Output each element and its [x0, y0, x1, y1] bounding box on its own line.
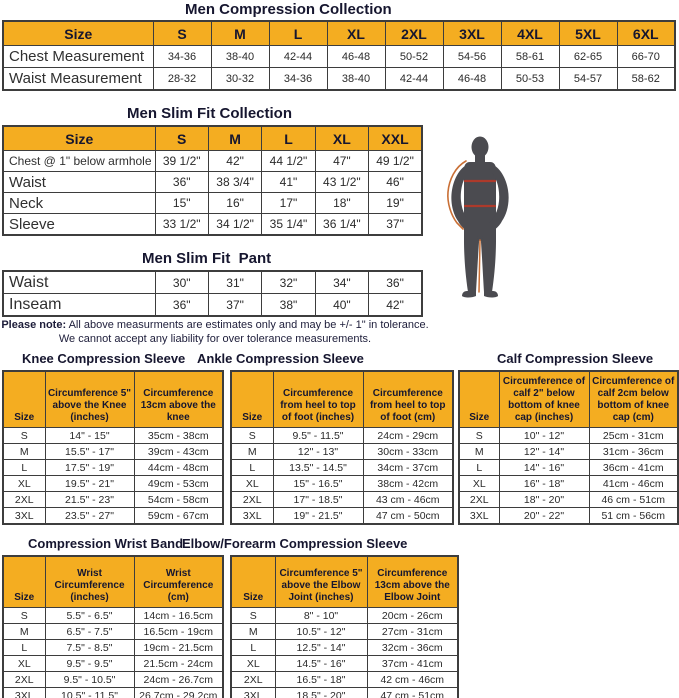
column-header: Size — [3, 556, 45, 608]
header-row — [3, 371, 223, 428]
table-cell: 7.5" - 8.5" — [45, 640, 134, 656]
table-row — [3, 151, 422, 172]
table-cell: 18" — [315, 193, 368, 214]
table-cell: 14" - 15" — [45, 428, 134, 444]
table-cell: 58-61 — [501, 46, 559, 68]
tolerance-note-line1: Please note: All above measurments are estimates only and may be +/- 1" in tolerance. — [1, 319, 429, 331]
table-cell: 36" — [155, 294, 208, 317]
table-row — [3, 688, 223, 698]
table-row — [3, 428, 223, 444]
table-cell: 17" — [262, 193, 315, 214]
table-cell: 34-36 — [153, 46, 211, 68]
table-cell: 2XL — [459, 492, 499, 508]
table-cell: L — [3, 640, 45, 656]
table-cell: 15" - 16.5" — [273, 476, 363, 492]
table-cell: 12" - 14" — [499, 444, 589, 460]
table-header — [459, 371, 678, 428]
table-cell: 19cm - 21.5cm — [134, 640, 223, 656]
table-cell: 42-44 — [385, 68, 443, 91]
table-cell: 20" - 22" — [499, 508, 589, 525]
header-row — [3, 556, 223, 608]
calf-sleeve-table — [458, 370, 679, 525]
table-row — [231, 460, 453, 476]
column-header: Circumference of calf 2" below bottom of knee cap (inches) — [499, 371, 589, 428]
table-row — [3, 294, 422, 317]
column-header: Size — [459, 371, 499, 428]
table-cell: 16" — [208, 193, 261, 214]
column-header: Circumference 5" above the Elbow Joint (inches) — [275, 556, 367, 608]
table-cell: 17.5" - 19" — [45, 460, 134, 476]
table-cell: 19" - 21.5" — [273, 508, 363, 525]
men-compression-table — [2, 20, 676, 91]
table-cell: 30cm - 33cm — [363, 444, 453, 460]
table-cell: 14.5" - 16" — [275, 656, 367, 672]
table-cell: 36 1/4" — [315, 214, 368, 236]
table-cell: 47 cm - 50cm — [363, 508, 453, 525]
table-cell: 31" — [208, 271, 261, 294]
column-header: XXL — [369, 126, 422, 151]
table-cell: 14cm - 16.5cm — [134, 608, 223, 624]
table-row — [231, 428, 453, 444]
table-cell: Waist — [3, 271, 155, 294]
table-cell: 41" — [262, 172, 315, 193]
table-cell: 51 cm - 56cm — [589, 508, 678, 525]
table-cell: 40" — [315, 294, 368, 317]
column-header: S — [153, 21, 211, 46]
column-header: Wrist Circumference (cm) — [134, 556, 223, 608]
table-row — [3, 624, 223, 640]
table-cell: 35 1/4" — [262, 214, 315, 236]
table-cell: S — [3, 608, 45, 624]
table-row — [231, 492, 453, 508]
table-row — [3, 640, 223, 656]
column-header: 5XL — [559, 21, 617, 46]
elbow-sleeve-title: Elbow/Forearm Compression Sleeve — [182, 536, 408, 551]
male-silhouette-figure — [443, 136, 517, 306]
table-cell: 34 1/2" — [208, 214, 261, 236]
column-header: M — [211, 21, 269, 46]
table-cell: 28-32 — [153, 68, 211, 91]
table-cell: 66-70 — [617, 46, 675, 68]
wrist-band-title: Compression Wrist Band — [28, 536, 184, 551]
men-slim-fit-title: Men Slim Fit Collection — [127, 105, 293, 122]
column-header: XL — [327, 21, 385, 46]
table-cell: M — [231, 444, 273, 460]
elbow-sleeve-table — [230, 555, 459, 698]
table-cell: 13.5" - 14.5" — [273, 460, 363, 476]
table-cell: 43 1/2" — [315, 172, 368, 193]
table-body — [3, 608, 223, 698]
table-body — [3, 151, 422, 236]
table-cell: 31cm - 36cm — [589, 444, 678, 460]
table-cell: XL — [3, 476, 45, 492]
table-cell: 58-62 — [617, 68, 675, 91]
table-row — [459, 476, 678, 492]
table-row — [3, 271, 422, 294]
table-body — [459, 428, 678, 525]
table-cell: 12" - 13" — [273, 444, 363, 460]
table-cell: 9.5" - 10.5" — [45, 672, 134, 688]
ankle-sleeve-title: Ankle Compression Sleeve — [197, 351, 364, 366]
table-cell: 49cm - 53cm — [134, 476, 223, 492]
table-row — [3, 492, 223, 508]
table-cell: 42 cm - 46cm — [367, 672, 458, 688]
table-cell: 15" — [155, 193, 208, 214]
table-cell: 3XL — [3, 688, 45, 698]
column-header: S — [155, 126, 208, 151]
table-cell: 25cm - 31cm — [589, 428, 678, 444]
table-cell: S — [231, 608, 275, 624]
table-header — [231, 556, 458, 608]
table-row — [231, 672, 458, 688]
table-header — [3, 21, 675, 46]
calf-sleeve-title: Calf Compression Sleeve — [497, 351, 654, 366]
column-header: 4XL — [501, 21, 559, 46]
table-cell: 10" - 12" — [499, 428, 589, 444]
table-cell: 54cm - 58cm — [134, 492, 223, 508]
header-row — [3, 126, 422, 151]
column-header: 3XL — [443, 21, 501, 46]
table-cell: 38cm - 42cm — [363, 476, 453, 492]
table-cell: 46-48 — [443, 68, 501, 91]
table-cell: 35cm - 38cm — [134, 428, 223, 444]
table-cell: 32cm - 36cm — [367, 640, 458, 656]
table-header — [3, 556, 223, 608]
table-row — [459, 460, 678, 476]
table-cell: Waist — [3, 172, 155, 193]
table-cell: 44 1/2" — [262, 151, 315, 172]
table-cell: 46 cm - 51cm — [589, 492, 678, 508]
table-cell: 5.5" - 6.5" — [45, 608, 134, 624]
ankle-sleeve-table — [230, 370, 454, 525]
table-row — [231, 656, 458, 672]
table-row — [231, 688, 458, 698]
column-header: 2XL — [385, 21, 443, 46]
table-row — [3, 476, 223, 492]
men-slim-fit-pant-title: Men Slim Fit Pant — [142, 250, 272, 267]
column-header: Size — [231, 556, 275, 608]
table-cell: 34" — [315, 271, 368, 294]
table-cell: 9.5" - 9.5" — [45, 656, 134, 672]
column-header: M — [208, 126, 261, 151]
table-cell: 50-52 — [385, 46, 443, 68]
men-slim-fit-pant-table — [2, 270, 423, 317]
table-row — [3, 508, 223, 525]
male-silhouette-with-measurement-lines — [443, 136, 517, 306]
table-cell: L — [231, 460, 273, 476]
table-cell: 59cm - 67cm — [134, 508, 223, 525]
table-cell: 24cm - 26.7cm — [134, 672, 223, 688]
knee-sleeve-table — [2, 370, 224, 525]
table-cell: 2XL — [3, 672, 45, 688]
knee-sleeve-title: Knee Compression Sleeve — [22, 351, 186, 366]
table-row — [231, 476, 453, 492]
table-cell: 6.5" - 7.5" — [45, 624, 134, 640]
column-header: Circumference from heel to top of foot (cm) — [363, 371, 453, 428]
table-cell: 30" — [155, 271, 208, 294]
column-header: L — [269, 21, 327, 46]
table-cell: 36" — [155, 172, 208, 193]
men-slim-fit-table — [2, 125, 423, 236]
table-row — [3, 46, 675, 68]
table-row — [3, 68, 675, 91]
column-header: Circumference from heel to top of foot (inches) — [273, 371, 363, 428]
table-cell: 21.5cm - 24cm — [134, 656, 223, 672]
table-cell: 37" — [369, 214, 422, 236]
table-cell: 36" — [369, 271, 422, 294]
table-cell: Chest Measurement — [3, 46, 153, 68]
table-cell: 10.5" - 12" — [275, 624, 367, 640]
header-row — [231, 556, 458, 608]
table-cell: M — [459, 444, 499, 460]
column-header: Circumference of calf 2cm below bottom of knee cap (cm) — [589, 371, 678, 428]
table-body — [3, 428, 223, 525]
table-row — [3, 460, 223, 476]
table-cell: 2XL — [231, 672, 275, 688]
table-row — [3, 172, 422, 193]
table-cell: 23.5" - 27" — [45, 508, 134, 525]
table-body — [231, 608, 458, 698]
table-cell: 3XL — [231, 688, 275, 698]
column-header: XL — [315, 126, 368, 151]
tolerance-note-label: Please note: — [1, 319, 67, 331]
inseam-measurement-line — [479, 240, 480, 292]
table-cell: 26.7cm - 29.2cm — [134, 688, 223, 698]
table-row — [3, 193, 422, 214]
table-row — [3, 656, 223, 672]
table-cell: 12.5" - 14" — [275, 640, 367, 656]
tolerance-note-line2: We cannot accept any liability for over tolerance measurements. — [58, 333, 372, 345]
table-row — [3, 608, 223, 624]
table-cell: M — [3, 624, 45, 640]
table-cell: 16" - 18" — [499, 476, 589, 492]
table-cell: L — [3, 460, 45, 476]
table-cell: 37cm - 41cm — [367, 656, 458, 672]
column-header: L — [262, 126, 315, 151]
table-cell: 34-36 — [269, 68, 327, 91]
table-cell: 14" - 16" — [499, 460, 589, 476]
table-cell: 16.5" - 18" — [275, 672, 367, 688]
table-cell: S — [3, 428, 45, 444]
table-cell: 38" — [262, 294, 315, 317]
table-cell: 24cm - 29cm — [363, 428, 453, 444]
table-cell: 3XL — [231, 508, 273, 525]
table-cell: S — [231, 428, 273, 444]
table-cell: 36cm - 41cm — [589, 460, 678, 476]
table-cell: 19" — [369, 193, 422, 214]
table-cell: 21.5" - 23" — [45, 492, 134, 508]
table-cell: XL — [459, 476, 499, 492]
table-row — [459, 492, 678, 508]
table-cell: 33 1/2" — [155, 214, 208, 236]
table-row — [459, 444, 678, 460]
table-row — [231, 608, 458, 624]
table-cell: Neck — [3, 193, 155, 214]
column-header: Circumference 13cm above the Elbow Joint — [367, 556, 458, 608]
table-cell: 15.5" - 17" — [45, 444, 134, 460]
table-body — [3, 46, 675, 91]
table-cell: 34cm - 37cm — [363, 460, 453, 476]
table-cell: 54-57 — [559, 68, 617, 91]
column-header: Circumference 5" above the Knee (inches) — [45, 371, 134, 428]
table-cell: M — [231, 624, 275, 640]
table-cell: Waist Measurement — [3, 68, 153, 91]
table-row — [3, 672, 223, 688]
table-header — [3, 126, 422, 151]
table-cell: 47" — [315, 151, 368, 172]
table-cell: Chest @ 1" below armhole — [3, 151, 155, 172]
table-cell: XL — [3, 656, 45, 672]
header-row — [459, 371, 678, 428]
table-cell: 50-53 — [501, 68, 559, 91]
table-cell: 43 cm - 46cm — [363, 492, 453, 508]
table-row — [231, 444, 453, 460]
table-cell: 38 3/4" — [208, 172, 261, 193]
table-cell: 2XL — [3, 492, 45, 508]
table-cell: 41cm - 46cm — [589, 476, 678, 492]
table-cell: 19.5" - 21" — [45, 476, 134, 492]
table-cell: 30-32 — [211, 68, 269, 91]
table-cell: Sleeve — [3, 214, 155, 236]
column-header: 6XL — [617, 21, 675, 46]
table-cell: XL — [231, 656, 275, 672]
table-cell: 20cm - 26cm — [367, 608, 458, 624]
table-cell: 18.5" - 20" — [275, 688, 367, 698]
column-header: Wrist Circumference (inches) — [45, 556, 134, 608]
table-cell: L — [459, 460, 499, 476]
column-header: Size — [3, 371, 45, 428]
table-row — [459, 428, 678, 444]
table-cell: 9.5" - 11.5" — [273, 428, 363, 444]
table-header — [3, 371, 223, 428]
table-cell: 42" — [208, 151, 261, 172]
table-cell: 3XL — [459, 508, 499, 525]
table-cell: 39 1/2" — [155, 151, 208, 172]
table-cell: 18" - 20" — [499, 492, 589, 508]
table-cell: 3XL — [3, 508, 45, 525]
table-cell: 39cm - 43cm — [134, 444, 223, 460]
table-header — [231, 371, 453, 428]
table-cell: 38-40 — [211, 46, 269, 68]
table-cell: 27cm - 31cm — [367, 624, 458, 640]
table-cell: 42" — [369, 294, 422, 317]
table-cell: 32" — [262, 271, 315, 294]
table-cell: 54-56 — [443, 46, 501, 68]
table-cell: 62-65 — [559, 46, 617, 68]
table-cell: 16.5cm - 19cm — [134, 624, 223, 640]
table-row — [231, 624, 458, 640]
header-row — [3, 21, 675, 46]
table-cell: 42-44 — [269, 46, 327, 68]
table-cell: 17" - 18.5" — [273, 492, 363, 508]
table-cell: 37" — [208, 294, 261, 317]
table-cell: 10.5" - 11.5" — [45, 688, 134, 698]
table-cell: 2XL — [231, 492, 273, 508]
column-header: Size — [3, 21, 153, 46]
table-cell: 47 cm - 51cm — [367, 688, 458, 698]
table-cell: 8" - 10" — [275, 608, 367, 624]
header-row — [231, 371, 453, 428]
table-cell: 38-40 — [327, 68, 385, 91]
table-cell: 46-48 — [327, 46, 385, 68]
men-compression-title: Men Compression Collection — [185, 1, 392, 18]
table-row — [231, 640, 458, 656]
table-cell: 46" — [369, 172, 422, 193]
column-header: Size — [231, 371, 273, 428]
table-row — [3, 214, 422, 236]
table-row — [231, 508, 453, 525]
tolerance-note — [0, 318, 430, 346]
table-cell: M — [3, 444, 45, 460]
table-cell: 44cm - 48cm — [134, 460, 223, 476]
table-body — [231, 428, 453, 525]
wrist-band-table — [2, 555, 224, 698]
table-cell: Inseam — [3, 294, 155, 317]
table-body — [3, 271, 422, 316]
table-row — [3, 444, 223, 460]
table-cell: L — [231, 640, 275, 656]
table-cell: S — [459, 428, 499, 444]
column-header: Circumference 13cm above the knee — [134, 371, 223, 428]
table-cell: 49 1/2" — [369, 151, 422, 172]
column-header: Size — [3, 126, 155, 151]
table-cell: XL — [231, 476, 273, 492]
table-row — [459, 508, 678, 525]
